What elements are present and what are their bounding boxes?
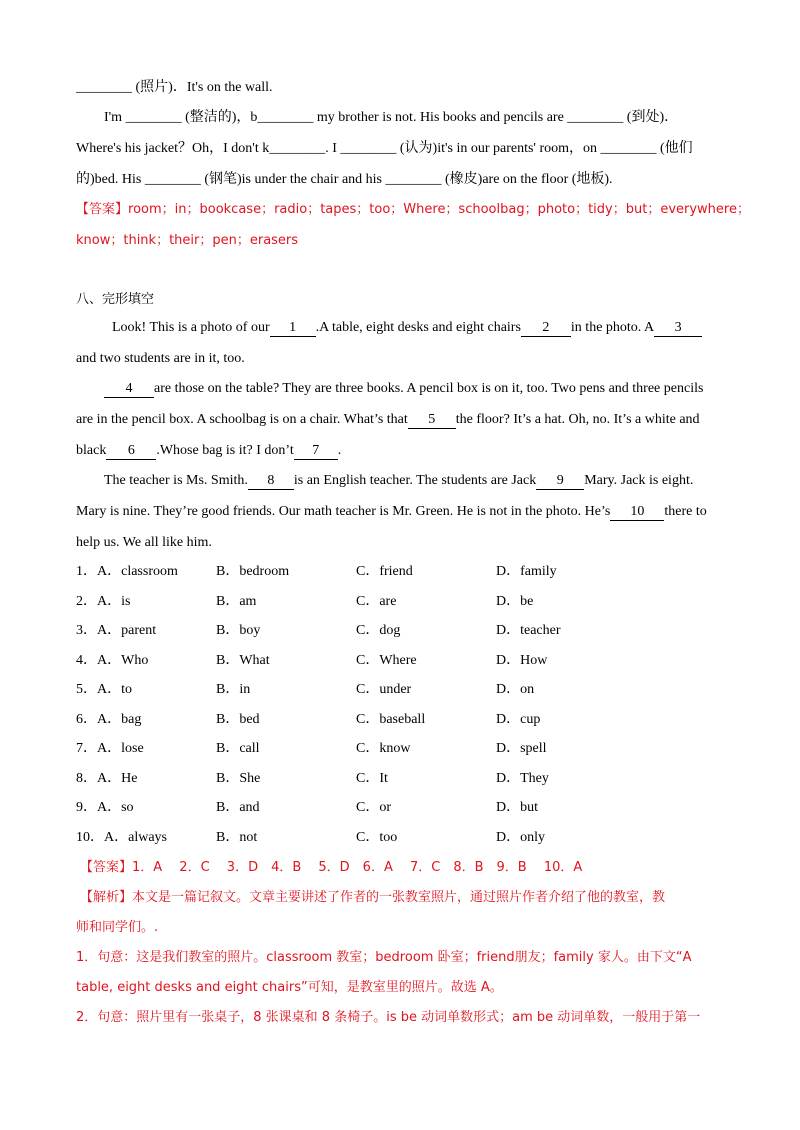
option-b[interactable]: B．What xyxy=(216,653,270,668)
option-d[interactable]: D．spell xyxy=(496,741,547,756)
passage-line-4: are in the pencil box. A schoolbag is on a chair. What’s that 5 the floor? It’s a hat. Oh, no. It’s a white and xyxy=(76,412,700,427)
option-row xyxy=(0,651,800,671)
option-b[interactable]: B．call xyxy=(216,741,260,756)
explanation-1b: table, eight desks and eight chairs”可知，是教室里的照片。故选 A。 xyxy=(76,980,503,995)
passage-line-5: black 6 .Whose bag is it? I don’t 7 . xyxy=(76,443,342,458)
passage-line-1: Look! This is a photo of our 1 .A table, eight desks and eight chairs 2 in the photo. A 3 xyxy=(112,318,702,338)
option-d[interactable]: D．on xyxy=(496,682,535,697)
option-b[interactable]: B．bedroom xyxy=(216,564,290,579)
explanation-1a: 1．句意：这是我们教室的照片。classroom 教室；bedroom 卧室；friend朋友；family 家人。由下文“A xyxy=(76,950,692,965)
analysis-line-2: 师和同学们。. xyxy=(76,920,159,935)
option-d[interactable]: D．teacher xyxy=(496,623,561,638)
option-d[interactable]: D．How xyxy=(496,653,548,668)
option-a[interactable]: 5．A．to xyxy=(76,682,132,697)
answer-block-7 xyxy=(76,200,750,220)
answer-block-8 xyxy=(80,858,582,878)
option-b[interactable]: B．She xyxy=(216,771,261,786)
passage-line-3: 4 are those on the table? They are three books. A pencil box is on it, too. Two pens and three pencils xyxy=(104,379,703,399)
answer-tag: 【答案】 xyxy=(80,860,133,875)
fill-line-4: 的)bed. His ________ (钢笔)is under the chair and his ________ (橡皮)are on the floor (地板). xyxy=(76,172,613,187)
option-b[interactable]: B．bed xyxy=(216,712,260,727)
option-row xyxy=(0,828,800,848)
passage-line-6: The teacher is Ms. Smith. 8 is an English teacher. The students are Jack 9 Mary. Jack is eight. xyxy=(104,473,694,488)
option-c[interactable]: C．friend xyxy=(356,564,413,579)
option-c[interactable]: C．dog xyxy=(356,623,401,638)
blank-10[interactable]: 10 xyxy=(610,504,664,521)
option-c[interactable]: C．too xyxy=(356,830,398,845)
analysis-tag: 【解析】 xyxy=(80,890,133,905)
fill-line-2: I'm ________ (整洁的)，b________ my brother is not. His books and pencils are ________ (到处)． xyxy=(104,110,679,125)
blank-7[interactable]: 7 xyxy=(294,443,338,460)
option-row xyxy=(0,739,800,759)
option-b[interactable]: B．and xyxy=(216,800,260,815)
blank-2[interactable]: 2 xyxy=(521,320,571,337)
answer-text: 1．A 2．C 3．D 4．B 5．D 6．A 7．C 8．B 9．B 10．A xyxy=(132,860,583,875)
option-b[interactable]: B．not xyxy=(216,830,258,845)
option-d[interactable]: D．but xyxy=(496,800,538,815)
section-title: 八、完形填空 xyxy=(76,292,155,307)
option-row xyxy=(0,798,800,818)
option-d[interactable]: D．They xyxy=(496,771,549,786)
option-c[interactable]: C．It xyxy=(356,771,388,786)
option-row xyxy=(0,562,800,582)
fill-line-3: Where's his jacket？Oh，I don't k________. I ________ (认为)it's in our parents' room，on ________ (他们 xyxy=(76,141,693,156)
option-d[interactable]: D．only xyxy=(496,830,545,845)
blank-9[interactable]: 9 xyxy=(536,473,584,490)
blank-8[interactable]: 8 xyxy=(248,473,294,490)
option-c[interactable]: C．Where xyxy=(356,653,417,668)
option-b[interactable]: B．in xyxy=(216,682,251,697)
option-a[interactable]: 9．A．so xyxy=(76,800,134,815)
option-a[interactable]: 4．A．Who xyxy=(76,653,149,668)
blank-1[interactable]: 1 xyxy=(270,320,316,337)
option-row xyxy=(0,621,800,641)
option-a[interactable]: 7．A．lose xyxy=(76,741,144,756)
option-a[interactable]: 3．A．parent xyxy=(76,623,157,638)
option-c[interactable]: C．are xyxy=(356,594,397,609)
option-a[interactable]: 1．A．classroom xyxy=(76,564,178,579)
blank-5[interactable]: 5 xyxy=(408,412,456,429)
option-c[interactable]: C．under xyxy=(356,682,412,697)
explanation-2: 2．句意：照片里有一张桌子，8 张课桌和 8 条椅子。is be 动词单数形式；am be 动词单数，一般用于第一 xyxy=(76,1010,701,1025)
option-a[interactable]: 6．A．bag xyxy=(76,712,142,727)
option-c[interactable]: C．baseball xyxy=(356,712,426,727)
passage-line-2: and two students are in it, too. xyxy=(76,351,245,366)
blank-6[interactable]: 6 xyxy=(106,443,156,460)
option-row xyxy=(0,592,800,612)
option-c[interactable]: C．or xyxy=(356,800,391,815)
option-a[interactable]: 8．A．He xyxy=(76,771,138,786)
fill-line-1: ________ (照片)．It's on the wall. xyxy=(76,80,273,95)
option-a[interactable]: 10．A．always xyxy=(76,830,167,845)
option-c[interactable]: C．know xyxy=(356,741,411,756)
analysis-block xyxy=(80,888,665,908)
option-row xyxy=(0,680,800,700)
blank-3[interactable]: 3 xyxy=(654,320,702,337)
option-row xyxy=(0,710,800,730)
option-b[interactable]: B．boy xyxy=(216,623,261,638)
answer-text: room；in；bookcase；radio；tapes；too；Where；schoolbag；photo；tidy；but；everywhere； xyxy=(128,202,750,217)
option-a[interactable]: 2．A．is xyxy=(76,594,131,609)
option-row xyxy=(0,769,800,789)
passage-line-7: Mary is nine. They’re good friends. Our math teacher is Mr. Green. He is not in the photo. He’s 10 there to xyxy=(76,504,707,519)
blank-4[interactable]: 4 xyxy=(104,381,154,398)
option-d[interactable]: D．family xyxy=(496,564,557,579)
analysis-text: 本文是一篇记叙文。文章主要讲述了作者的一张教室照片，通过照片作者介绍了他的教室，教 xyxy=(132,890,666,905)
option-d[interactable]: D．be xyxy=(496,594,534,609)
answer-text-line-2: know；think；their；pen；erasers xyxy=(76,233,299,248)
passage-line-8: help us. We all like him. xyxy=(76,535,212,550)
option-d[interactable]: D．cup xyxy=(496,712,541,727)
answer-tag: 【答案】 xyxy=(76,202,129,217)
option-b[interactable]: B．am xyxy=(216,594,257,609)
